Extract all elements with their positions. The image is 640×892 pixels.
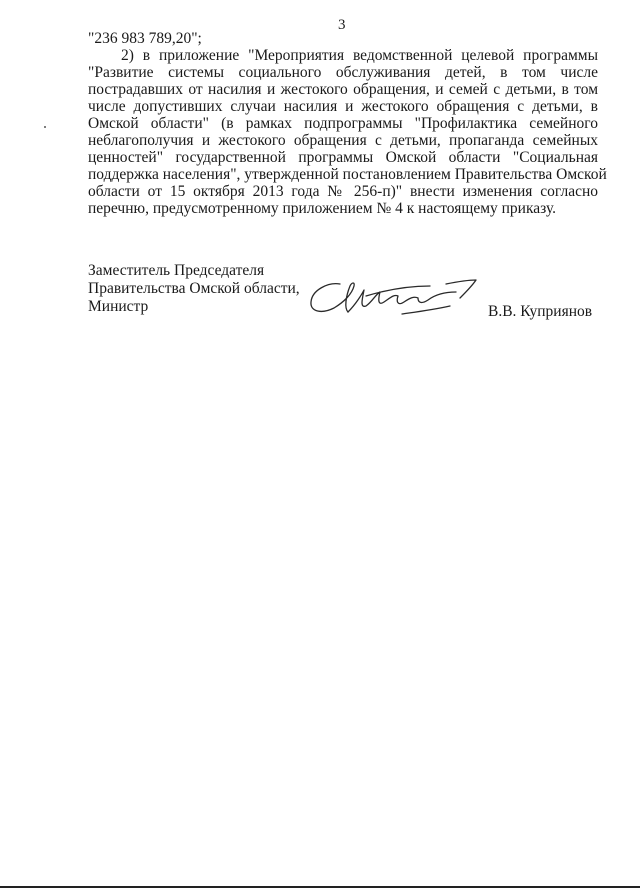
paragraph-line: "236 983 789,20";: [88, 30, 202, 47]
paragraph-line: области от 15 октября 2013 года № 256-п)" внести изменения согласно: [88, 183, 598, 200]
page-number: 3: [338, 17, 346, 33]
paragraph-line: 2) в приложение "Мероприятия ведомственной целевой программы: [121, 47, 598, 64]
position-line: Заместитель Председателя: [88, 262, 265, 279]
signatory-position: [88, 262, 300, 316]
paragraph-line: числе допустивших случаи насилия и жестокого обращения с детьми, в: [88, 98, 598, 115]
paragraph-line: пострадавших от насилия и жестокого обращения, и семей с детьми, в том: [88, 81, 598, 98]
position-line: Правительства Омской области,: [88, 280, 300, 297]
position-line: Министр: [88, 298, 149, 315]
order-paragraph: [88, 30, 607, 217]
page-bottom-edge: [0, 886, 640, 888]
paragraph-line: поддержка населения", утвержденной постановлением Правительства Омской: [88, 166, 607, 183]
paragraph-line: Омской области" (в рамках подпрограммы "Профилактика семейного: [88, 115, 598, 132]
paragraph-line: "Развитие системы социального обслуживания детей, в том числе: [88, 64, 598, 81]
paragraph-line: ценностей" государственной программы Омской области "Социальная: [88, 149, 598, 166]
handwritten-signature: [306, 270, 486, 330]
signer-name: В.В. Куприянов: [488, 303, 593, 320]
paragraph-line: перечню, предусмотренному приложением № 4 к настоящему приказу.: [88, 200, 557, 217]
scan-speck: [44, 126, 46, 128]
paragraph-line: неблагополучия и жестокого обращения с детьми, пропаганда семейных: [88, 132, 598, 149]
